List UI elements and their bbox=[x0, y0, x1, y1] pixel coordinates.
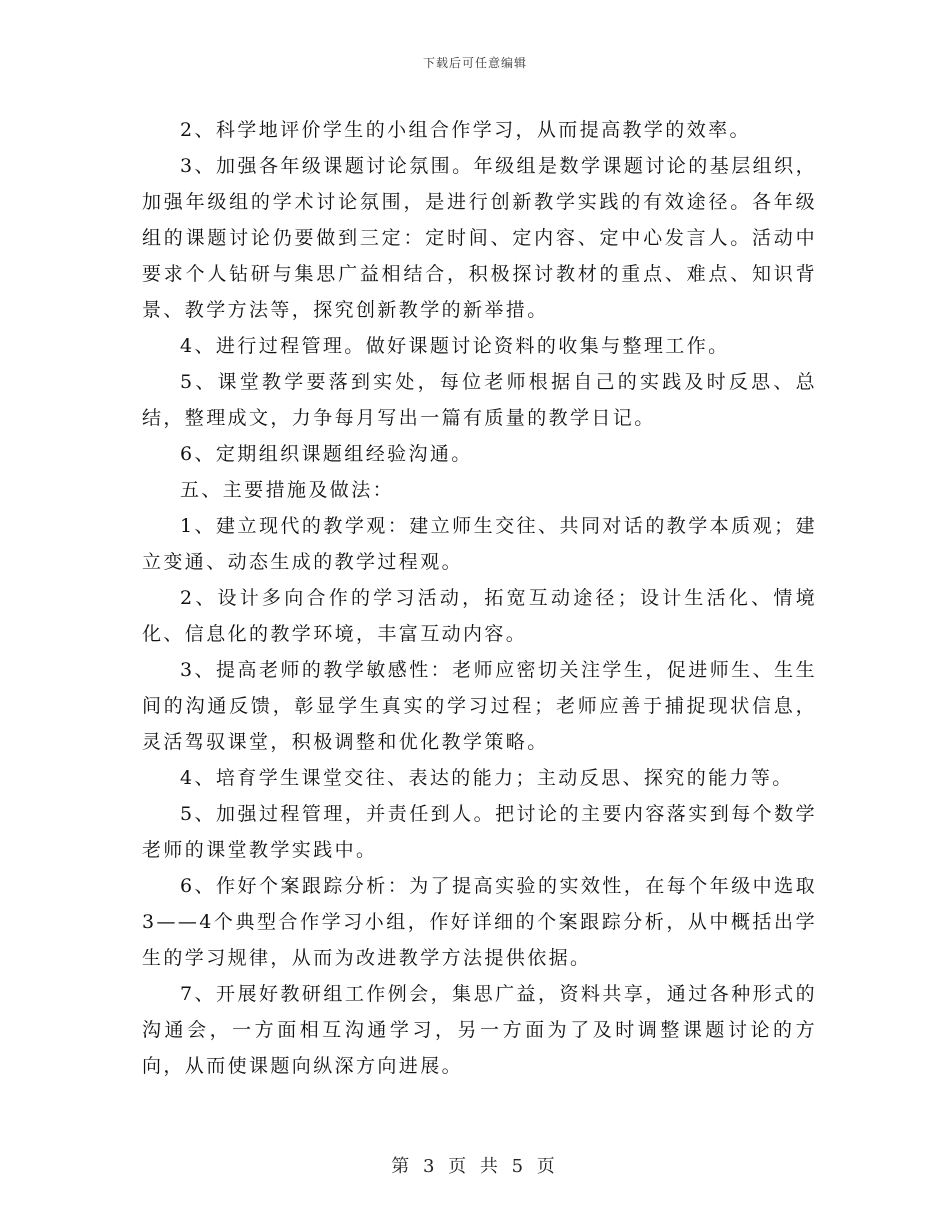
paragraph: 2、设计多向合作的学习活动，拓宽互动途径；设计生活化、情境化、信息化的教学环境，丰富互动内容。 bbox=[142, 587, 817, 645]
paragraph: 3、提高老师的教学敏感性：老师应密切关注学生，促进师生、生生间的沟通反馈，彰显学生真实的学习过程；老师应善于捕捉现状信息，灵活驾驭课堂，积极调整和优化教学策略。 bbox=[142, 659, 817, 753]
document-body bbox=[142, 112, 817, 1084]
paragraph: 3、加强各年级课题讨论氛围。年级组是数学课题讨论的基层组织，加强年级组的学术讨论氛围，是进行创新教学实践的有效途径。各年级组的课题讨论仍要做到三定：定时间、定内容、定中心发言人。活动中要求个人钻研与集思广益相结合，积极探讨教材的重点、难点、知识背景、教学方法等，探究创新教学的新举措。 bbox=[142, 155, 817, 321]
paragraph: 2、科学地评价学生的小组合作学习，从而提高教学的效率。 bbox=[180, 119, 751, 141]
paragraph: 4、培育学生课堂交往、表达的能力；主动反思、探究的能力等。 bbox=[180, 767, 794, 789]
paragraph: 6、作好个案跟踪分析：为了提高实验的实效性，在每个年级中选取3——4个典型合作学习小组，作好详细的个案跟踪分析，从中概括出学生的学习规律，从而为改进教学方法提供依据。 bbox=[142, 875, 817, 969]
paragraph: 4、进行过程管理。做好课题讨论资料的收集与整理工作。 bbox=[180, 335, 730, 357]
page-number: 第 3 页 共 5 页 bbox=[391, 1156, 559, 1177]
paragraph: 1、建立现代的教学观：建立师生交往、共同对话的教学本质观；建立变通、动态生成的教学过程观。 bbox=[142, 515, 817, 573]
page-header-note: 下载后可任意编辑 bbox=[422, 56, 527, 70]
paragraph: 5、加强过程管理，并责任到人。把讨论的主要内容落实到每个数学老师的课堂教学实践中。 bbox=[142, 803, 817, 861]
paragraph: 7、开展好教研组工作例会，集思广益，资料共享，通过各种形式的沟通会，一方面相互沟通学习，另一方面为了及时调整课题讨论的方向，从而使课题向纵深方向进展。 bbox=[142, 983, 817, 1077]
paragraph: 5、课堂教学要落到实处，每位老师根据自己的实践及时反思、总结，整理成文，力争每月写出一篇有质量的教学日记。 bbox=[142, 371, 817, 429]
section-heading: 五、主要措施及做法： bbox=[180, 479, 395, 501]
paragraph: 6、定期组织课题组经验沟通。 bbox=[180, 443, 473, 465]
